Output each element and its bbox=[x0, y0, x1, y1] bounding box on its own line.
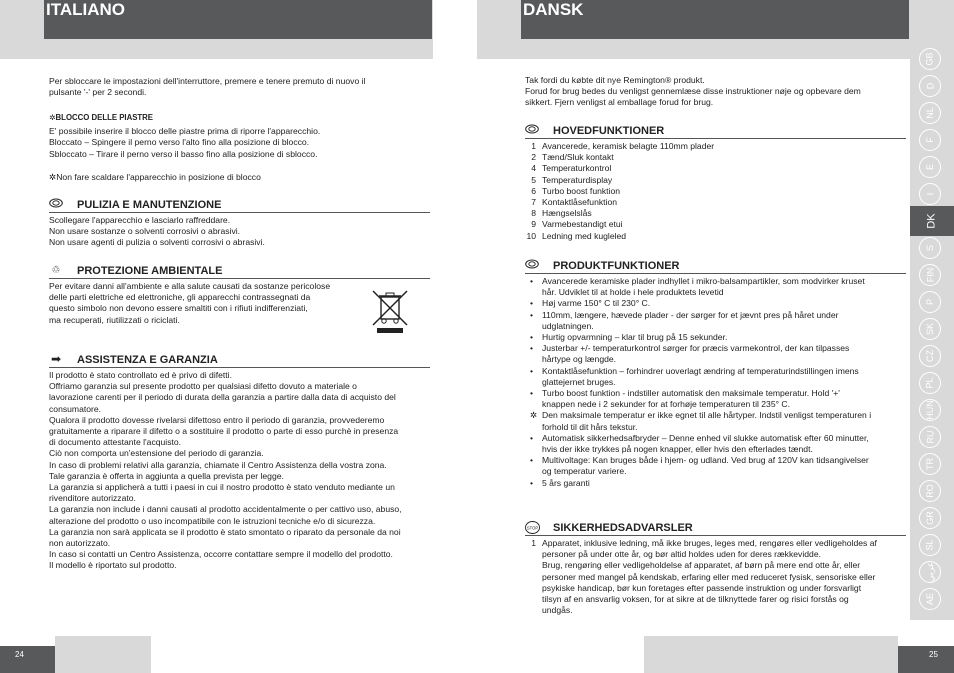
language-tab-active[interactable]: DK bbox=[910, 206, 954, 236]
safety-line: tilsyn af en ansvarlig voksen, for at sikre at de tilknyttede farer og risici forstås og bbox=[542, 594, 849, 605]
safety-heading bbox=[525, 521, 906, 536]
safety-line: personer med mangel på kendskab, erfaring eller med reduceret fysisk, sensoriske eller bbox=[542, 571, 876, 582]
language-tab-item[interactable]: GB bbox=[919, 48, 941, 70]
language-tab-item[interactable]: AE bbox=[919, 588, 941, 610]
product-feature-item: • Avancerede keramiske plader indhyllet i mikro-balsampartikler, som modvirker kruset hår. Udviklet til at holde i hele produktets levetid bbox=[530, 276, 865, 298]
language-tab-item[interactable]: HUN bbox=[919, 399, 941, 421]
right-page-heading: DANSK bbox=[521, 0, 909, 39]
language-tab-item[interactable]: F bbox=[919, 129, 941, 151]
service-line: rivenditore autorizzato. bbox=[49, 493, 136, 504]
features-title: HOVEDFUNKTIONER bbox=[553, 125, 665, 137]
environment-line: delle parti elettriche ed elettroniche, gli apparecchi contrassegnati da bbox=[49, 292, 311, 303]
product-feature-item: • 110mm, længere, hævede plader - der sørger for et jævnt pres på håret under udglatningen. bbox=[530, 309, 839, 331]
safety-text bbox=[525, 538, 910, 616]
language-tab-item[interactable]: SL bbox=[919, 534, 941, 556]
safety-item: 1 Apparatet, inklusive ledning, må ikke bruges, leges med, rengøres eller vedligeholdes af personer på under otte år, og bør altid holdes uden for deres rækkevidde. bbox=[531, 538, 877, 560]
recycle-icon: ♲ bbox=[51, 265, 61, 276]
product-feature-item: • Høj varme 150° C til 230° C. bbox=[530, 298, 651, 309]
environment-heading bbox=[49, 264, 430, 279]
service-line: di documento attestante l'acquisto. bbox=[49, 437, 182, 448]
service-line: Tale garanzia è offerta in aggiunta a quella prevista per legge. bbox=[49, 470, 284, 481]
language-tab-item[interactable]: E bbox=[919, 156, 941, 178]
language-tab-item[interactable]: P bbox=[919, 291, 941, 313]
intro-line: Tak fordi du købte dit nye Remington® produkt. bbox=[525, 75, 705, 85]
right-footer-band bbox=[644, 636, 898, 673]
feature-item: 10 Ledning med kugleled bbox=[526, 230, 627, 241]
service-line: Il modello è riportato sul prodotto. bbox=[49, 560, 177, 571]
service-line: lavorazione carenti per il periodo di durata della garanzia a partire dalla data di acquisto del bbox=[49, 392, 396, 403]
language-tab-item[interactable]: SK bbox=[919, 318, 941, 340]
product-list bbox=[525, 276, 910, 489]
service-line: In caso si contatti un Centro Assistenza, occorre contattare sempre il modello del prodotto. bbox=[49, 549, 393, 560]
service-line: Il prodotto è stato controllato ed è privo di difetti. bbox=[49, 370, 232, 380]
lock-warning bbox=[49, 172, 429, 183]
feature-item: 1 Avancerede, keramisk belagte 110mm plader bbox=[531, 141, 715, 151]
left-intro bbox=[49, 76, 429, 98]
left-page-heading: ITALIANO bbox=[44, 0, 432, 39]
language-tab-item[interactable]: RO bbox=[919, 480, 941, 502]
service-line: gratuitamente a riparare il difetto o a sostituire il prodotto o parte di esso purchè in presenza bbox=[49, 426, 399, 437]
service-line: Qualora il prodotto dovesse rivelarsi difettoso entro il periodo di garanzia, provvederemo bbox=[49, 414, 385, 425]
cleaning-line: Scollegare l'apparecchio e lasciarlo raffreddare. bbox=[49, 215, 231, 225]
language-tab-item[interactable]: CZ bbox=[919, 345, 941, 367]
intro-line: Per sbloccare le impostazioni dell'interruttore, premere e tenere premuto di nuovo il bbox=[49, 76, 366, 86]
language-tab-item[interactable]: PL bbox=[919, 372, 941, 394]
service-title: ASSISTENZA E GARANZIA bbox=[77, 354, 218, 366]
lock-title: BLOCCO DELLE PIASTRE bbox=[55, 113, 154, 122]
lock-section bbox=[49, 112, 429, 160]
eye-icon bbox=[525, 259, 539, 272]
intro-line: Forud for brug bedes du venligst gennemlæse disse instruktioner nøje og opbevare dem bbox=[525, 86, 861, 97]
feature-item: 2 Tænd/Sluk kontakt bbox=[531, 152, 614, 163]
service-line: In caso di problemi relativi alla garanzia, chiamate il Centro Assistenza della vostra zona. bbox=[49, 459, 387, 470]
cleaning-heading bbox=[49, 198, 430, 213]
stop-icon bbox=[525, 521, 539, 534]
feature-item: 4 Temperaturkontrol bbox=[531, 163, 612, 174]
feature-item: 6 Turbo boost funktion bbox=[531, 185, 621, 196]
service-line: La garanzia si applicherà a tutti i paesi in cui il nostro prodotto è stato venduto mediante un bbox=[49, 482, 395, 493]
language-tab-item[interactable]: GR bbox=[919, 507, 941, 529]
service-line: Ciò non comporta un'estensione del periodo di garanzia. bbox=[49, 448, 264, 459]
crossed-bin-icon bbox=[369, 289, 411, 335]
lock-line: Bloccato – Spingere il perno verso l'alto fino alla posizione di blocco. bbox=[49, 137, 310, 148]
feature-item: 5 Temperaturdisplay bbox=[531, 174, 613, 185]
feature-item: 7 Kontaktlåsefunktion bbox=[531, 197, 618, 208]
feature-item: 9 Varmebestandigt etui bbox=[531, 219, 623, 230]
features-heading bbox=[525, 124, 906, 139]
language-tab-item[interactable]: NL bbox=[919, 102, 941, 124]
page-number-right: 25 bbox=[929, 650, 938, 659]
cleaning-text bbox=[49, 215, 429, 249]
language-tab-item[interactable]: D bbox=[919, 75, 941, 97]
language-tab-item[interactable]: S bbox=[919, 237, 941, 259]
safety-line: Brug, rengøring eller vedligeholdelse af apparatet, af børn på mere end otte år, eller bbox=[542, 560, 861, 571]
service-line: Offriamo garanzia sul presente prodotto per qualsiasi difetto dovuto a materiale o bbox=[49, 381, 357, 392]
right-footer-number-box bbox=[898, 646, 954, 673]
safety-title: SIKKERHEDSADVARSLER bbox=[553, 522, 693, 534]
product-feature-item: • Multivoltage: Kan bruges både i hjem- og udland. Ved brug af 120V kan tidsangivelser og temperatur variere. bbox=[530, 455, 869, 477]
language-tab-item[interactable]: I bbox=[919, 183, 941, 205]
safety-line: undgås. bbox=[542, 605, 573, 616]
cleaning-line: Non usare agenti di pulizia o solventi corrosivi o abrasivi. bbox=[49, 237, 265, 248]
environment-line: Per evitare danni all'ambiente e alla salute causati da sostanze pericolose bbox=[49, 281, 331, 291]
cleaning-line: Non usare sostanze o solventi corrosivi o abrasivi. bbox=[49, 226, 241, 237]
right-intro bbox=[525, 75, 905, 109]
environment-text bbox=[49, 281, 359, 326]
product-title: PRODUKTFUNKTIONER bbox=[553, 260, 680, 272]
features-list bbox=[525, 141, 905, 242]
environment-line: ma recuperati, riutilizzati o riciclati. bbox=[49, 314, 180, 325]
language-tabs bbox=[910, 40, 954, 620]
lock-line: Sbloccato – Tirare il perno verso il basso fino alla posizione di sblocco. bbox=[49, 148, 318, 159]
product-feature-item: • 5 års garanti bbox=[530, 477, 590, 488]
svg-text:STOP: STOP bbox=[526, 525, 539, 531]
language-tab-item[interactable]: RU bbox=[919, 426, 941, 448]
environment-title: PROTEZIONE AMBIENTALE bbox=[77, 265, 223, 277]
safety-line: psykiske handicap, bør kun foretages efter passende instruktion og under forsvarligt bbox=[542, 582, 862, 593]
service-heading bbox=[49, 353, 430, 368]
service-line: consumatore. bbox=[49, 403, 102, 414]
eye-icon bbox=[49, 198, 63, 211]
product-feature-item: • Automatisk sikkerhedsafbryder – Denne enhed vil slukke automatisk efter 60 minutter, hvis der ikke trykkes på nogen knapper, eller hvis den efterlades tændt. bbox=[530, 432, 869, 455]
feature-item: 8 Hængselslås bbox=[531, 208, 592, 219]
service-line: La garanzia non include i danni causati al prodotto accidentalmente o per cattivo uso, abuso, bbox=[49, 504, 402, 515]
service-text bbox=[49, 370, 434, 572]
service-line: non autorizzato. bbox=[49, 538, 111, 549]
arrow-right-icon: ➡ bbox=[50, 352, 62, 366]
product-feature-item: ✲ Den maksimale temperatur er ikke egnet til alle hårtyper. Indstil venligst temperaturen i forhold til dit hårs tekstur. bbox=[530, 410, 872, 432]
cleaning-title: PULIZIA E MANUTENZIONE bbox=[77, 199, 222, 211]
left-footer-band bbox=[55, 636, 151, 673]
language-tab-item[interactable]: عربي bbox=[919, 561, 941, 583]
lock-warning-text: Non fare scaldare l'apparecchio in posizione di blocco bbox=[56, 172, 261, 182]
lock-title-row bbox=[49, 112, 429, 123]
product-feature-item: • Turbo boost funktion - indstiller automatisk den maksimale temperatur. Hold '+' knappen nede i 2 sekunder for at forhøje temperaturen til 235° C. bbox=[530, 388, 840, 410]
language-tab-item[interactable]: FIN bbox=[919, 264, 941, 286]
product-feature-item: • Hurtig opvarmning – klar til brug på 15 sekunder. bbox=[530, 332, 728, 343]
eye-icon bbox=[525, 124, 539, 137]
product-heading bbox=[525, 259, 906, 274]
left-footer-number-box bbox=[0, 646, 55, 673]
lock-line: E' possibile inserire il blocco delle piastre prima di riporre l'apparecchio. bbox=[49, 126, 321, 137]
service-line: alterazione del prodotto o uso incompatibile con le istruzioni tecniche e/o di sicurezza. bbox=[49, 515, 376, 526]
intro-line: pulsante '-' per 2 secondi. bbox=[49, 87, 147, 98]
cog-icon: ✲ bbox=[49, 172, 57, 182]
language-tab-item[interactable]: TR bbox=[919, 453, 941, 475]
cog-icon: ✲ bbox=[49, 113, 56, 122]
service-line: La garanzia non sarà applicata se il prodotto è stato smontato o riparato da personale da noi bbox=[49, 526, 401, 537]
page-number-left: 24 bbox=[15, 650, 24, 659]
intro-line: sikkert. Fjern venligst al emballage forud for brug. bbox=[525, 97, 714, 108]
product-feature-item: • Kontaktlåsefunktion – forhindrer uoverlagt ændring af temperaturindstillingen imens glattejernet bruges. bbox=[530, 365, 859, 387]
environment-line: questo simbolo non devono essere smaltiti con i rifiuti indifferenziati, bbox=[49, 303, 308, 314]
product-feature-item: • Justerbar +/- temperaturkontrol sørger for præcis varmekontrol, der kan tilpasses hårtype og længde. bbox=[530, 343, 850, 365]
